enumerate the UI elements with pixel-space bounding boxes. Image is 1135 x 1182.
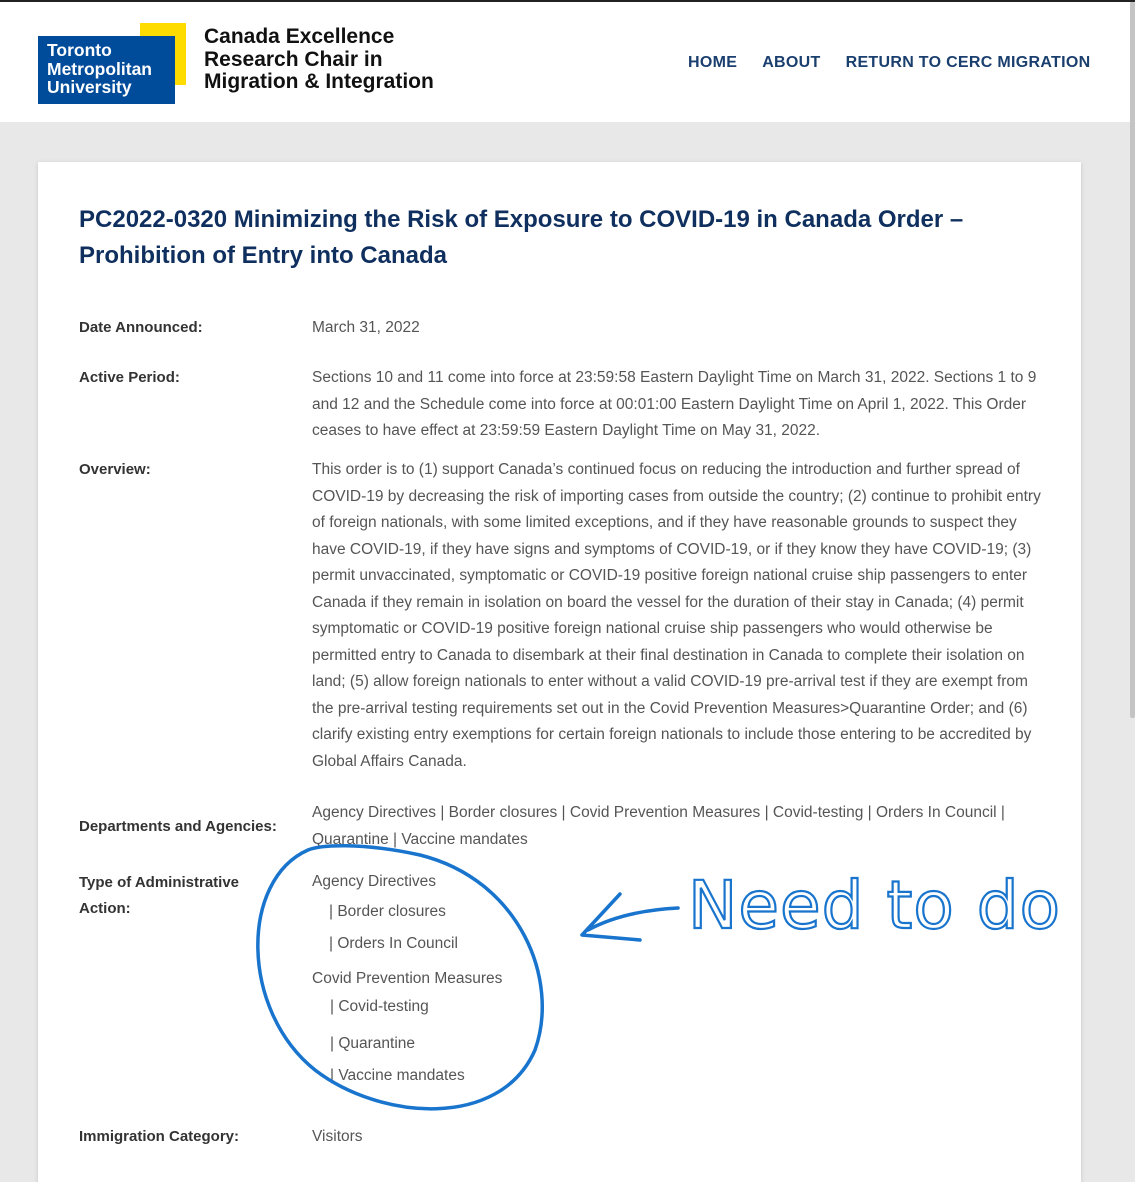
site-title-line-1: Canada Excellence [204, 25, 395, 48]
immigration-category-label: Immigration Category: [79, 1128, 240, 1145]
type-item-covid-prevention[interactable]: Covid Prevention Measures [312, 970, 503, 987]
type-item-border-closures[interactable]: | Border closures [329, 903, 446, 920]
page-title: PC2022-0320 Minimizing the Risk of Exposure to COVID-19 in Canada Order – Prohibition of Entry into Canada [79, 206, 964, 269]
type-item-agency-directives[interactable]: Agency Directives [312, 873, 437, 890]
type-action-label-line-2: Action: [79, 900, 131, 917]
logo-blue-block [38, 36, 175, 104]
main-nav [688, 54, 1090, 72]
type-item-quarantine[interactable]: | Quarantine [330, 1035, 416, 1052]
logo-line-2: Metropolitan [47, 58, 152, 79]
scrollbar-thumb[interactable] [1130, 2, 1135, 718]
immigration-category-value[interactable]: Visitors [312, 1128, 363, 1145]
departments-value[interactable]: Agency Directives | Border closures | Covid Prevention Measures | Covid-testing | Orders In Council | Quarantine | Vaccine mandates [312, 804, 1005, 848]
logo-line-3: University [47, 77, 132, 97]
date-announced-value: March 31, 2022 [312, 319, 420, 336]
type-action-label-line-1: Type of Administrative [79, 874, 240, 891]
content-card [38, 162, 1081, 1182]
site-header [0, 2, 1130, 122]
logo-line-1: Toronto [47, 40, 112, 60]
site-title-line-2: Research Chair in [204, 47, 383, 71]
overview-value: This order is to (1) support Canada’s continued focus on reducing the introduction and further spread of COVID-19 by decreasing the risk of importing cases from outside the country; (2) continue to prohibit entry of foreign nationals, with some limited exceptions, and if they have reasonable grounds to suspect they have COVID-19, if they have signs and symptoms of COVID-19, or if they know they have COVID-19; (3) permit unvaccinated, symptomatic or COVID-19 positive foreign national cruise ship passengers to enter Canada if they remain in isolation on board the vessel for the duration of their stay in Canada; (4) permit symptomatic or COVID-19 positive foreign national cruise ship passengers who would otherwise be permitted entry to Canada to disembark at their final destination in Canada to complete their isolation on land; (5) allow foreign nationals to enter without a valid COVID-19 pre-arrival test if they are exempt from the pre-arrival testing requirements set out in the Covid Prevention Measures>Quarantine Order; and (6) clarify existing entry exemptions for certain foreign nationals to include those entering to be accredited by Global Affairs Canada. [312, 461, 1041, 770]
type-item-vaccine-mandates[interactable]: | Vaccine mandates [330, 1067, 465, 1084]
overview-label: Overview: [79, 461, 151, 478]
type-item-covid-testing[interactable]: | Covid-testing [330, 998, 429, 1015]
nav-return-link[interactable]: RETURN TO CERC MIGRATION [845, 54, 1091, 71]
active-period-label: Active Period: [79, 369, 180, 386]
date-announced-label: Date Announced: [79, 319, 203, 336]
university-logo[interactable] [38, 23, 186, 105]
site-title-line-3: Migration & Integration [204, 70, 434, 93]
type-item-orders-in-council[interactable]: | Orders In Council [329, 935, 458, 952]
active-period-value: Sections 10 and 11 come into force at 23:59:58 Eastern Daylight Time on March 31, 2022. Sections 1 to 9 and 12 and the Schedule come into force at 00:01:00 Eastern Daylight Time on April 1, 2022. This Order ceases to have effect at 23:59:59 Eastern Daylight Time on May 31, 2022. [312, 369, 1037, 439]
departments-label: Departments and Agencies: [79, 818, 277, 835]
nav-home-link[interactable]: HOME [688, 54, 738, 71]
nav-about-link[interactable]: ABOUT [762, 54, 821, 71]
annotation-text: Need to do [688, 867, 1061, 944]
site-title[interactable] [204, 26, 434, 94]
